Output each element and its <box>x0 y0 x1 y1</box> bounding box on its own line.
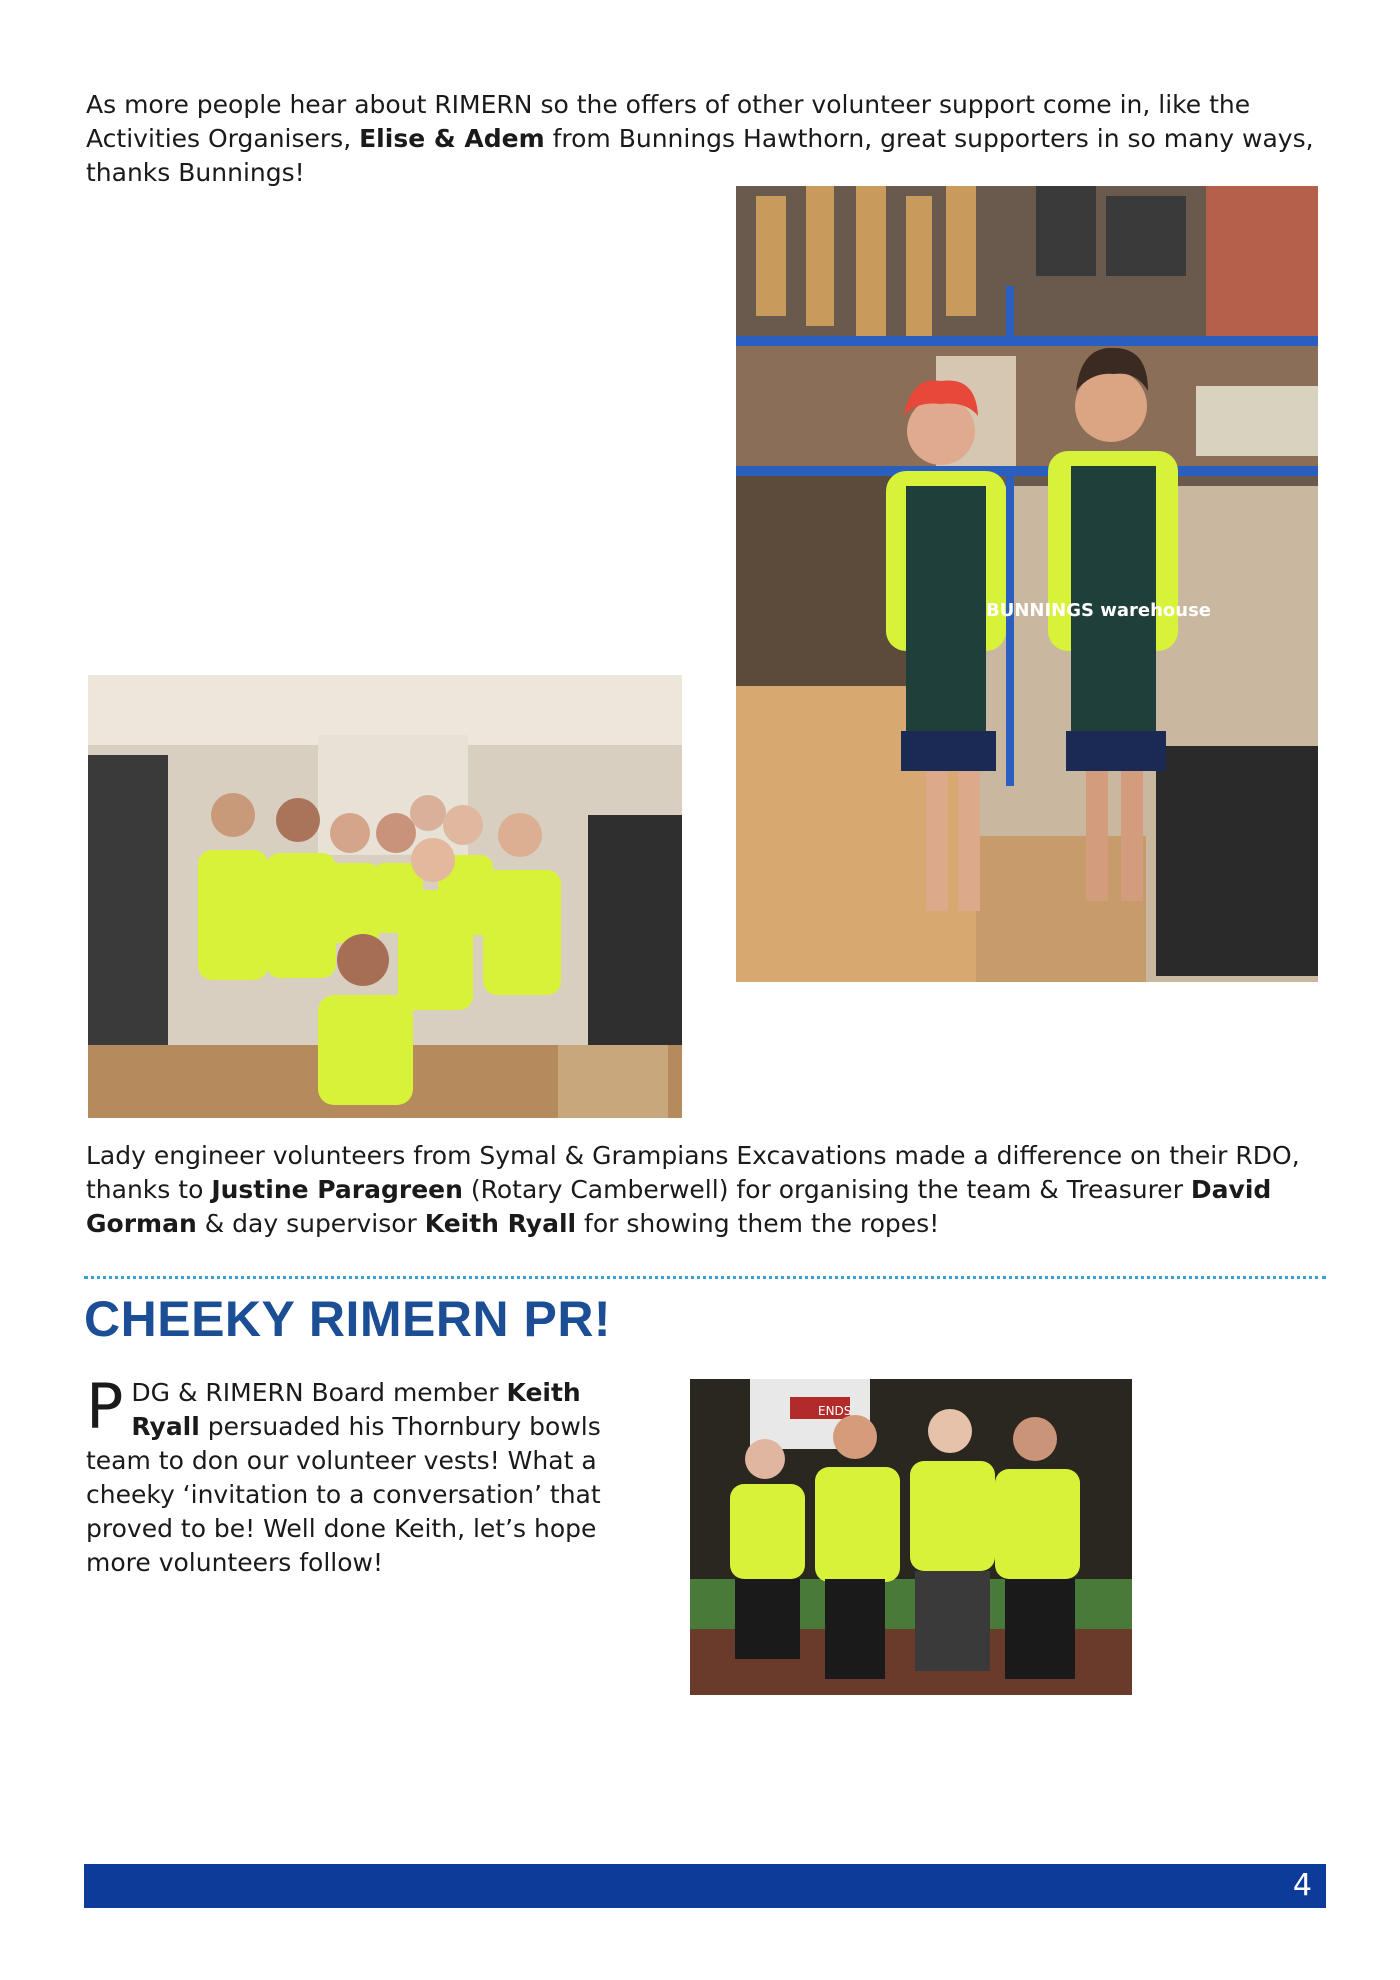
photo-bunnings-volunteers <box>736 186 1318 982</box>
section-divider <box>84 1276 1326 1279</box>
caption-text-4: for showing them the ropes! <box>576 1209 940 1238</box>
footer-bar <box>84 1864 1326 1908</box>
intro-paragraph <box>86 88 1326 190</box>
page-number: 4 <box>1292 1868 1312 1903</box>
engineers-caption <box>86 1139 1336 1241</box>
pr-paragraph <box>86 1370 646 1580</box>
bowls-photo-image <box>690 1379 1132 1695</box>
intro-text-end: from Bunnings Hawthorn, great supporters in so many ways, thanks Bunnings! <box>86 124 1314 187</box>
caption-name-david: David Gorman <box>86 1175 1272 1238</box>
apron-logo-text: BUNNINGS warehouse <box>986 600 1212 621</box>
intro-text: As more people hear about RIMERN so the offers of other volunteer support come in, like the Activities Organisers, <box>86 90 1251 153</box>
bowls-sign-text: ENDS <box>818 1404 852 1418</box>
caption-name-justine: Justine Paragreen <box>211 1175 463 1204</box>
pr-name-keith: Keith Ryall <box>131 1378 581 1441</box>
pr-text-1: DG & RIMERN Board member <box>131 1378 507 1407</box>
pr-text-2: persuaded his Thornbury bowls team to don our volunteer vests! What a cheeky ‘invitation to a conversation’ that proved to be! Well done Keith, let’s hope more volunteers follow! <box>86 1412 601 1577</box>
intro-bold-names: Elise & Adem <box>359 124 545 153</box>
caption-text-1: Lady engineer volunteers from Symal & Grampians Excavations made a difference on their RDO, thanks to <box>86 1141 1300 1204</box>
bunnings-photo-image <box>736 186 1318 982</box>
caption-name-keith: Keith Ryall <box>424 1209 577 1238</box>
photo-bowls-team <box>690 1379 1132 1695</box>
section-heading: CHEEKY RIMERN PR! <box>84 1291 612 1347</box>
engineers-photo-image <box>88 675 682 1118</box>
photo-engineer-volunteers <box>88 675 682 1118</box>
caption-text-2: (Rotary Camberwell) for organising the team & Treasurer <box>462 1175 1191 1204</box>
caption-text-3: & day supervisor <box>196 1209 425 1238</box>
dropcap-letter: P <box>86 1370 124 1443</box>
